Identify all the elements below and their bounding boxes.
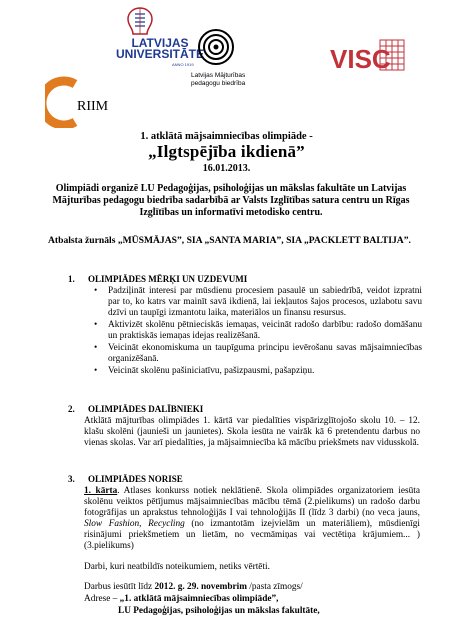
association-name-line1: Latvijas Mājturības (191, 72, 246, 79)
deadline-text (84, 582, 420, 593)
lu-logo-text: LATVIJAS UNIVERSITĀTE (115, 36, 204, 61)
section-2-text: Atklātā mājturības olimpiādes 1. kārtā var piedalīties vispārizglītojošo skolu 10. – 12. klašu skolēni (jaunieši un jaunietes). Skola iesūta ne vairāk kā 6 pretendentu darbus no vienas skolas. Var arī piedalīties, ja mājsaimniecība kā mācību priekšmets nav vidusskolā. (84, 416, 420, 448)
association-name-line2: pedagogu biedrība (191, 80, 246, 87)
section-2-number: 2. (68, 404, 75, 414)
event-date: 16.01.2013. (202, 163, 251, 174)
section-3-number: 3. (68, 474, 75, 484)
lu-anno: ANNO 1919 (172, 62, 194, 67)
address-line1: „1. atklātā mājsaimniecības olimpiāde”, (119, 594, 279, 604)
address-text (84, 594, 420, 605)
address-line2: LU Pedagoģijas, psiholoģijas un mākslas fakultāte, (118, 606, 320, 616)
section-2-heading (68, 404, 203, 414)
section-2-title: OLIMPIĀDES DALĪBNIEKI (88, 404, 204, 414)
section-3-text-b: (no izmantotām izejvielām un materiāliem), mūsdienīgi risinājumi priekšmetiem un lietām, no vecmāmiņas vai vectētiņa krājumiem... ) (3.pielikums) (84, 519, 420, 551)
section-3-heading (68, 474, 183, 484)
event-subtitle: 1. atklātā mājsaimniecības olimpiāde - (140, 131, 313, 142)
organizer-text: Olimpiādi organizē LU Pedagoģijas, psiholoģijas un mākslas fakultāte un Latvijas Mājturības pedagogu biedrība sadarbībā ar Valsts Izglītības satura centru un Rīgas Izglītības un informatīvi metodisko centru. (52, 183, 410, 218)
section-3-text (84, 486, 420, 552)
visc-logo-text: VISC (330, 44, 391, 74)
list-item: • Padziļināt interesi par mūsdienu procesiem pasaulē un sabiedrībā, veidot izpratni par to, ko katrs var mainīt savā ikdienā, lai iekļautos šajos procesos, uzlabotu savu dzīvi un taupīgi izmantotu laika, materiālos un finansu resursus. (92, 286, 422, 319)
section-1-heading (68, 274, 247, 284)
section-3-text-a: . Atlases konkurss notiek neklātienē. Skola olimpiādes organizatoriem iesūta skolēnu veiktos pētījumus mājsaimniecības mācību tēmā (2.pielikums) un radošo darbu fotogrāfijas un aprakstus tehnoloģijās I vai tehnoloģijās II (līdz 3 darbi) (no veca jauns, (84, 486, 420, 518)
deadline-date: 2012. g. 29. novembrim (154, 582, 247, 592)
section-1-title: OLIMPIĀDES MĒRĶI UN UZDEVUMI (88, 274, 248, 284)
section-3-title: OLIMPIĀDES NORISE (88, 474, 183, 484)
section-3-text-italic: Slow Fashion, Recycling (84, 519, 185, 529)
rules-note: Darbi, kuri neatbildīs noteikumiem, netiks vērtēti. (84, 562, 270, 572)
section-1-bullets (92, 286, 422, 378)
association-logo (197, 28, 235, 66)
list-item: • Veicināt skolēnu pašiniciatīvu, pašizpausmi, pašapziņu. (92, 366, 422, 377)
list-item: • Aktivizēt skolēnu pētnieciskās iemaņas, veicināt radošo darbību: radošo domāšanu un praktiskās iemaņas idejas realizēšanā. (92, 320, 422, 342)
deadline-suffix: /pasta zīmogs/ (246, 582, 303, 592)
address-prefix: Adrese – (84, 594, 120, 604)
association-name (191, 72, 245, 88)
list-item: • Veicināt ekonomiskuma un taupīguma principu ievērošanu savas mājsaimniecības organizēšanā. (92, 343, 422, 365)
riim-logo-text: RIIM (77, 99, 109, 114)
section-1-number: 1. (68, 274, 75, 284)
page-title: „Ilgtspējība ikdienā” (148, 142, 305, 161)
riim-logo (45, 76, 165, 128)
visc-logo (328, 34, 408, 78)
deadline-prefix: Darbus iesūtīt līdz (84, 582, 155, 592)
stage-label: 1. kārta (84, 486, 118, 496)
supporters-text: Atbalsta žurnāls „MŪSMĀJAS”, SIA „SANTA MARIA”, SIA „PACKLETT BALTIJA”. (48, 235, 411, 246)
